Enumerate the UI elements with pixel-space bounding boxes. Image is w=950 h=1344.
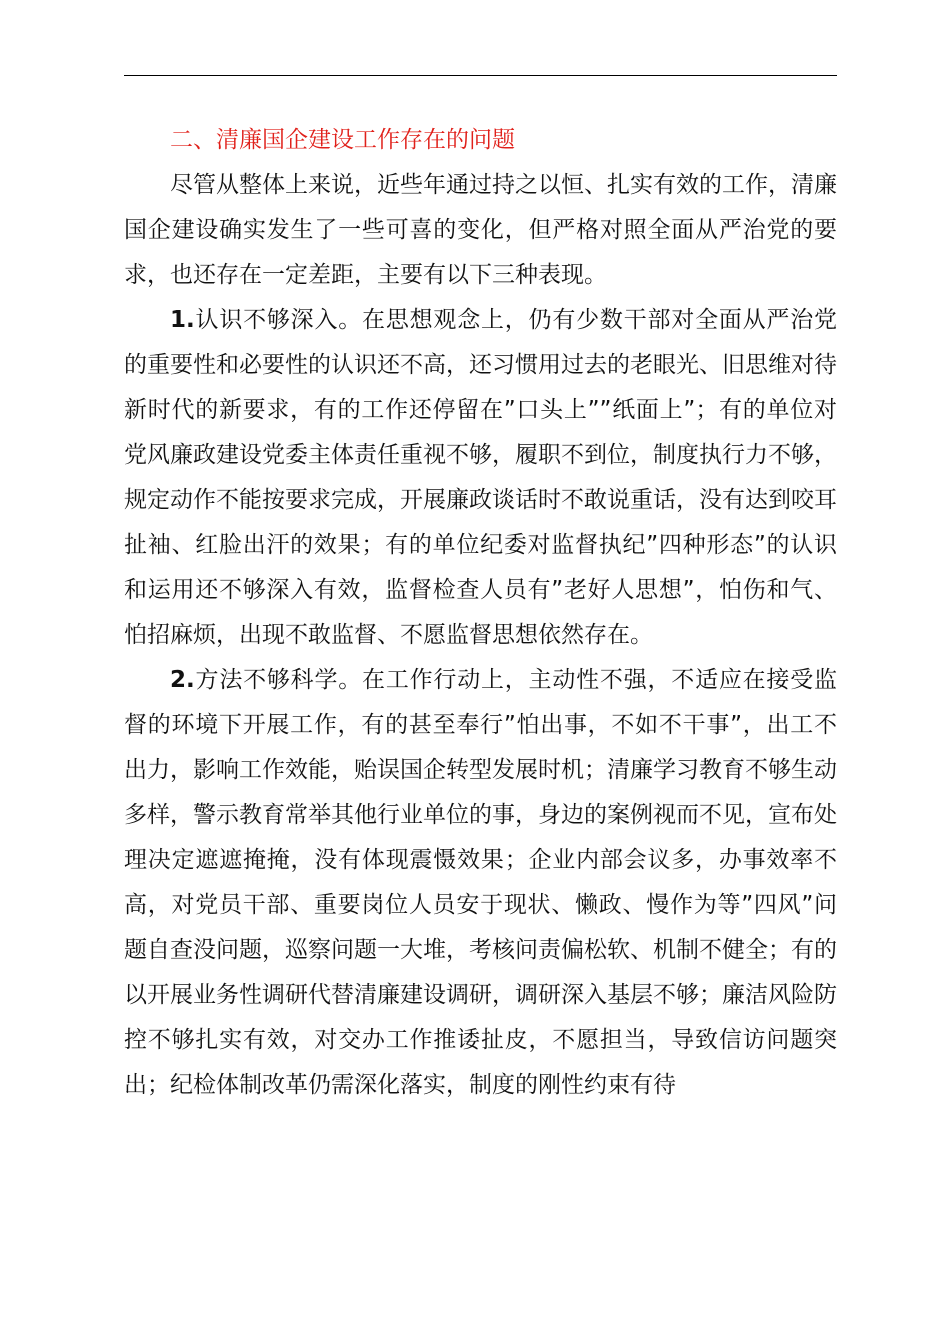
item-paragraph-2 xyxy=(124,658,837,1108)
document-body xyxy=(124,118,837,1108)
intro-paragraph: 尽管从整体上来说，近些年通过持之以恒、扎实有效的工作，清廉国企建设确实发生了一些可喜的变化，但严格对照全面从严治党的要求，也还存在一定差距，主要有以下三种表现。 xyxy=(124,172,837,288)
item-number: 1. xyxy=(170,307,195,333)
item-number: 2. xyxy=(170,667,195,693)
item-text: 方法不够科学。在工作行动上，主动性不强，不适应在接受监督的环境下开展工作，有的甚至奉行”怕出事，不如不干事”，出工不出力，影响工作效能，贻误国企转型发展时机；清廉学习教育不够生动多样，警示教育常举其他行业单位的事，身边的案例视而不见，宣布处理决定遮遮掩掩，没有体现震慑效果；企业内部会议多，办事效率不高，对党员干部、重要岗位人员安于现状、懒政、慢作为等”四风”问题自查没问题，巡察问题一大堆，考核问责偏松软、机制不健全；有的以开展业务性调研代替清廉建设调研，调研深入基层不够；廉洁风险防控不够扎实有效，对交办工作推诿扯皮，不愿担当，导致信访问题突出；纪检体制改革仍需深化落实，制度的刚性约束有待 xyxy=(124,667,837,1098)
section-heading: 二、清廉国企建设工作存在的问题 xyxy=(170,127,515,153)
item-text: 认识不够深入。在思想观念上，仍有少数干部对全面从严治党的重要性和必要性的认识还不高，还习惯用过去的老眼光、旧思维对待新时代的新要求，有的工作还停留在”口头上””纸面上”；有的单位对党风廉政建设党委主体责任重视不够，履职不到位，制度执行力不够，规定动作不能按要求完成，开展廉政谈话时不敢说重话，没有达到咬耳扯袖、红脸出汗的效果；有的单位纪委对监督执纪”四种形态”的认识和运用还不够深入有效，监督检查人员有”老好人思想”，怕伤和气、怕招麻烦，出现不敢监督、不愿监督思想依然存在。 xyxy=(124,307,837,648)
item-paragraph-1 xyxy=(124,298,837,658)
header-rule xyxy=(124,75,837,76)
